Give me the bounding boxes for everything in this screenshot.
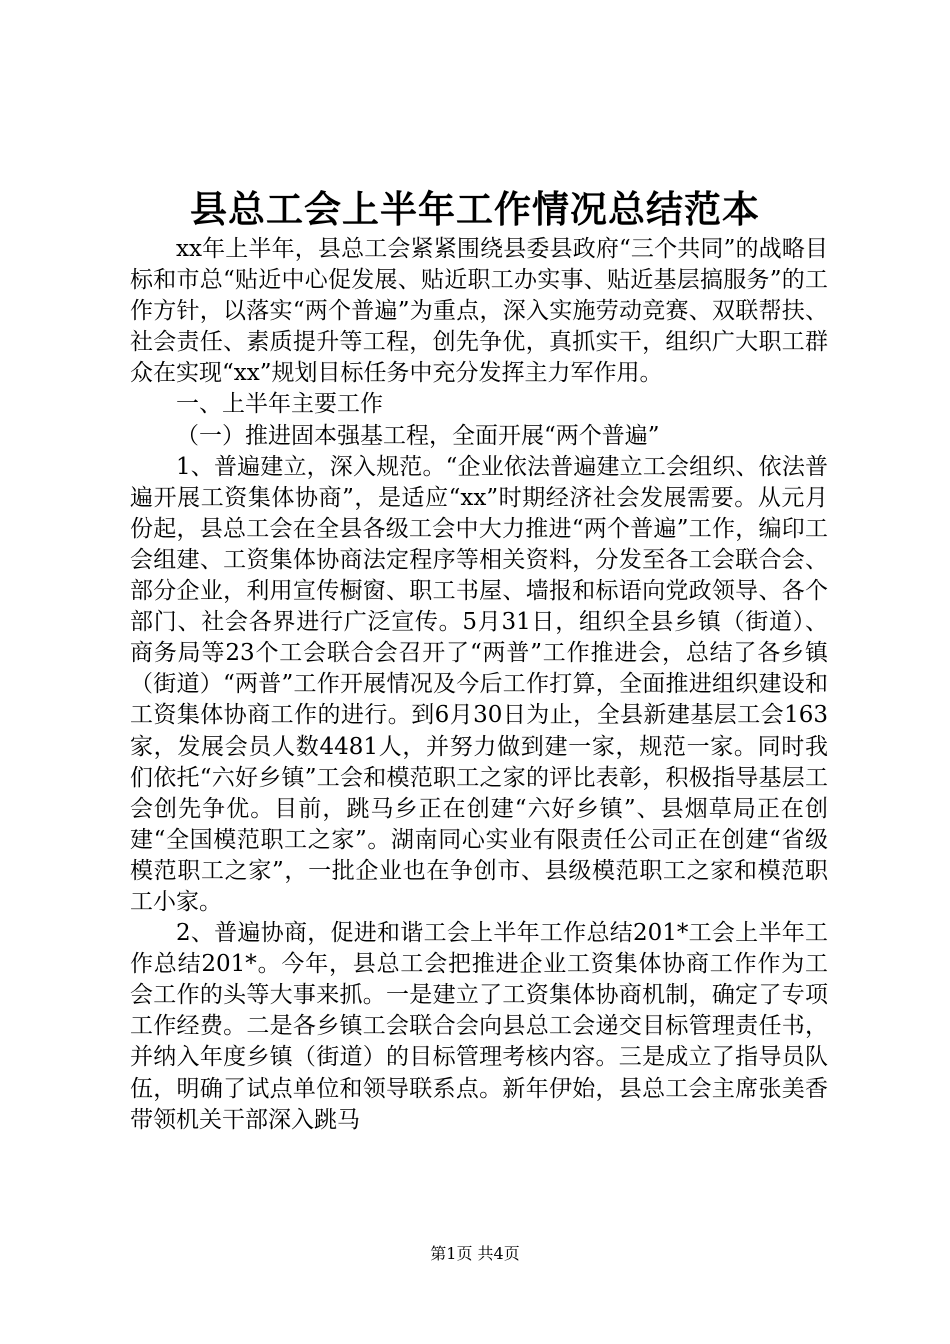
paragraph-item-1: 1、普遍建立，深入规范。“企业依法普遍建立工会组织、依法普遍开展工资集体协商”，是适应“xx”时期经济社会发展需要。从元月份起，县总工会在全县各级工会中大力推进“两个普遍”工作，编印工会组建、工资集体协商法定程序等相关资料，分发至各工会联合会、部分企业，利用宣传橱窗、职工书屋、墙报和标语向党政领导、各个部门、社会各界进行广泛宣传。5月31日，组织全县乡镇（街道）、商务局等23个工会联合会召开了“两普”工作推进会，总结了各乡镇（街道）“两普”工作开展情况及今后工作打算，全面推进组织建设和工资集体协商工作的进行。到6月30日为止，全县新建基层工会163家，发展会员人数4481人，并努力做到建一家，规范一家。同时我们依托“六好乡镇”工会和模范职工之家的评比表彰，积极指导基层工会创先争优。目前，跳马乡正在创建“六好乡镇”、县烟草局正在创建“全国模范职工之家”。湖南同心实业有限责任公司正在创建“省级模范职工之家”，一批企业也在争创市、县级模范职工之家和模范职工小家。 [130, 453, 828, 915]
document-body [130, 234, 828, 1136]
section-heading: 一、上半年主要工作 [176, 391, 383, 418]
subsection-heading: （一）推进固本强基工程，全面开展“两个普遍” [176, 422, 660, 449]
document-title: 县总工会上半年工作情况总结范本 [190, 188, 760, 231]
paragraph-item-2: 2、普遍协商，促进和谐工会上半年工作总结201*工会上半年工作总结201*。今年，县总工会把推进企业工资集体协商工作作为工会工作的头等大事来抓。一是建立了工资集体协商机制，确定了专项工作经费。二是各乡镇工会联合会向县总工会递交目标管理责任书，并纳入年度乡镇（街道）的目标管理考核内容。三是成立了指导员队伍，明确了试点单位和领导联系点。新年伊始，县总工会主席张美香带领机关干部深入跳马 [130, 920, 828, 1133]
paragraph-intro: xx年上半年，县总工会紧紧围绕县委县政府“三个共同”的战略目标和市总“贴近中心促发展、贴近职工办实事、贴近基层搞服务”的工作方针，以落实“两个普遍”为重点，深入实施劳动竞赛、双联帮扶、社会责任、素质提升等工程，创先争优，真抓实干，组织广大职工群众在实现“xx”规划目标任务中充分发挥主力军作用。 [130, 236, 828, 387]
page-footer: 第1页 共4页 [430, 1244, 520, 1263]
